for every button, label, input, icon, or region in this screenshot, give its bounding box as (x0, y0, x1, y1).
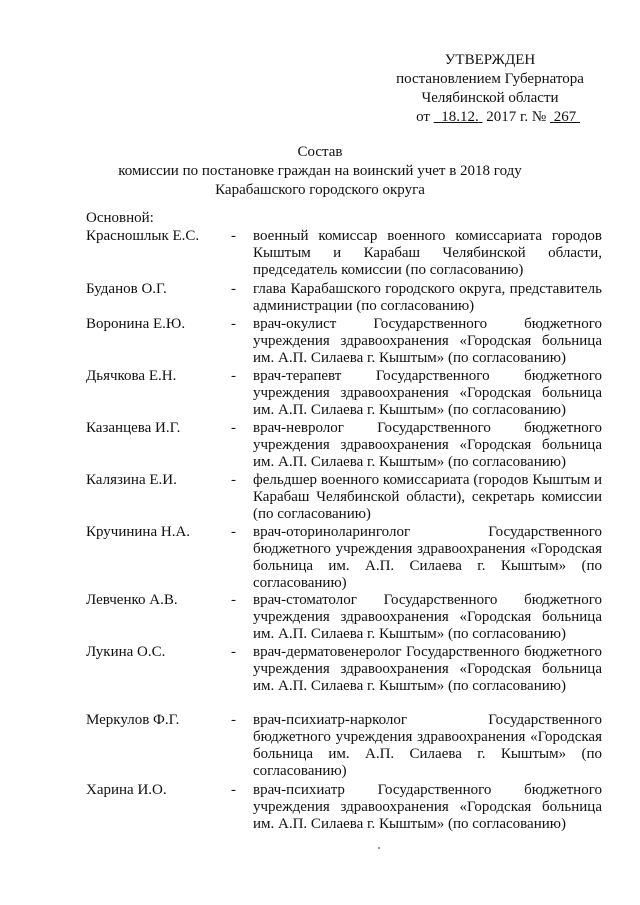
list-item (86, 524, 602, 592)
member-dash: - (231, 592, 236, 608)
member-role: врач-психиатр-нарколог Государственного бюджетного учреждения здравоохранения «Городская больница им. А.П. Силаева г. Кыштым» (по согласованию) (253, 712, 602, 779)
member-name: Меркулов Ф.Г. (86, 712, 180, 728)
member-role: врач-оториноларинголог Государственного бюджетного учреждения здравоохранения «Городская больница им. А.П. Силаева г. Кыштым» (по согласованию) (253, 524, 602, 591)
document-title (60, 144, 580, 201)
list-item (86, 592, 602, 643)
member-name: Кручинина Н.А. (86, 524, 191, 540)
member-dash: - (231, 368, 236, 384)
scan-artifact (378, 847, 380, 849)
date-prefix: от (416, 109, 430, 125)
approval-stamp (380, 52, 600, 128)
list-item (86, 712, 602, 780)
member-name: Красношлык Е.С. (86, 228, 200, 244)
member-role: врач-терапевт Государственного бюджетного учреждения здравоохранения «Городская больница им. А.П. Силаева г. Кыштым» (по согласованию) (253, 368, 602, 418)
member-role: глава Карабашского городского округа, представитель администрации (по согласованию) (253, 281, 602, 314)
list-item (86, 644, 602, 695)
member-dash: - (231, 644, 236, 660)
member-name: Воронина Е.Ю. (86, 316, 186, 332)
title-line-3: Карабашского городского округа (215, 182, 425, 198)
member-name: Буданов О.Г. (86, 281, 167, 297)
title-line-2: комиссии по постановке граждан на воинский учет в 2018 году (118, 163, 522, 179)
member-dash: - (231, 472, 236, 488)
list-item (86, 782, 602, 833)
list-item (86, 316, 602, 367)
member-role: военный комиссар военного комиссариата городов Кыштым и Карабаш Челябинской области, председатель комиссии (по согласованию) (253, 228, 602, 278)
member-name: Харина И.О. (86, 782, 167, 798)
member-name: Казанцева И.Г. (86, 420, 181, 436)
member-name: Дьячкова Е.Н. (86, 368, 177, 384)
member-role: врач-дерматовенеролог Государственного бюджетного учреждения здравоохранения «Городская больница им. А.П. Силаева г. Кыштым» (по согласованию) (253, 644, 602, 694)
member-role: врач-окулист Государственного бюджетного учреждения здравоохранения «Городская больница им. А.П. Силаева г. Кыштым» (по согласованию) (253, 316, 602, 366)
member-dash: - (231, 420, 236, 436)
member-name: Лукина О.С. (86, 644, 166, 660)
list-item (86, 420, 602, 471)
approval-year: 2017 г. № (486, 109, 547, 125)
member-role: фельдшер военного комиссариата (городов Кыштым и Карабаш Челябинской области), секретарь комиссии (по согласованию) (253, 472, 602, 522)
approval-number: 267 (553, 109, 577, 125)
approval-line-2: Челябинской области (421, 90, 559, 106)
approval-line-1: постановлением Губернатора (396, 71, 584, 87)
list-item (86, 472, 602, 523)
member-role: врач-невролог Государственного бюджетного учреждения здравоохранения «Городская больница им. А.П. Силаева г. Кыштым» (по согласованию) (253, 420, 602, 470)
list-item (86, 368, 602, 419)
member-role: врач-стоматолог Государственного бюджетного учреждения здравоохранения «Городская больница им. А.П. Силаева г. Кыштым» (по согласованию) (253, 592, 602, 642)
member-role: врач-психиатр Государственного бюджетного учреждения здравоохранения «Городская больница им. А.П. Силаева г. Кыштым» (по согласованию) (253, 782, 602, 832)
member-dash: - (231, 281, 236, 297)
member-dash: - (231, 782, 236, 798)
list-item (86, 281, 602, 315)
approval-heading: УТВЕРЖДЕН (444, 52, 536, 68)
title-line-1: Состав (297, 144, 343, 160)
list-item (86, 228, 602, 279)
member-dash: - (231, 712, 236, 728)
member-name: Левченко А.В. (86, 592, 178, 608)
approval-date: 18.12. (441, 109, 479, 125)
section-label: Основной: (86, 210, 154, 226)
member-dash: - (231, 228, 236, 244)
approval-date-line (380, 109, 600, 128)
member-dash: - (231, 524, 236, 540)
member-dash: - (231, 316, 236, 332)
member-name: Калязина Е.И. (86, 472, 177, 488)
